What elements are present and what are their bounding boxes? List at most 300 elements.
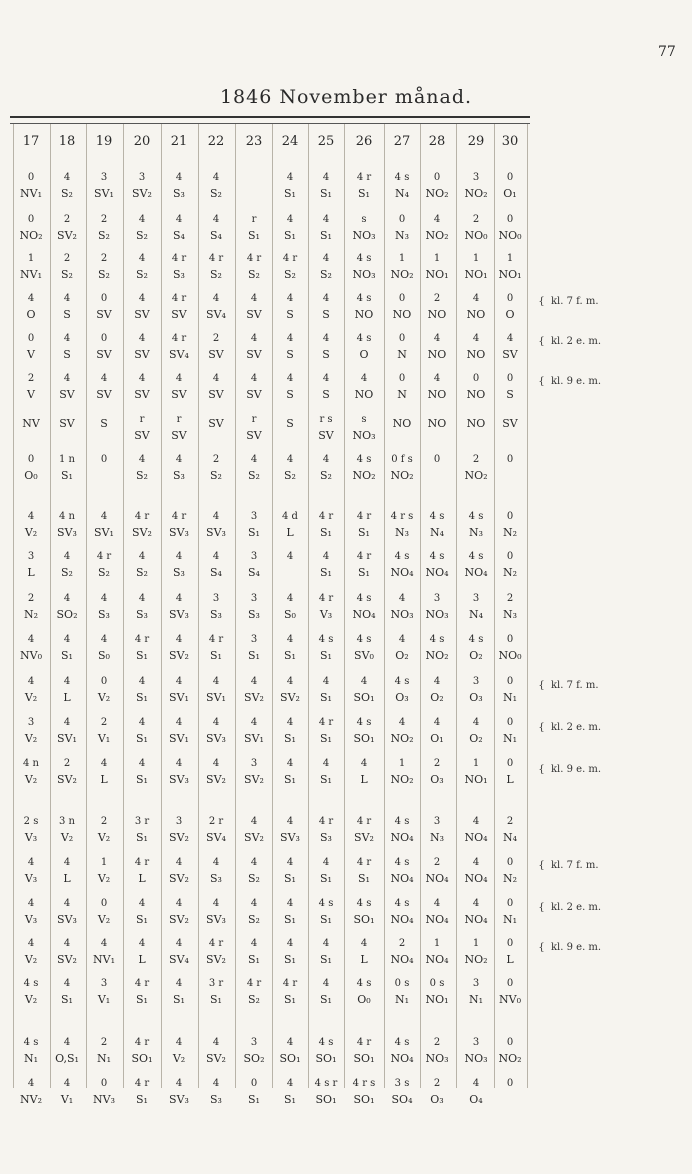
cloud-cover-value: 4 bbox=[398, 634, 406, 645]
wind-direction-value: S bbox=[286, 308, 294, 321]
cloud-cover-value: 4 bbox=[138, 293, 146, 304]
cloud-cover-value: 4 bbox=[175, 1078, 183, 1089]
cloud-cover-value: 4 bbox=[472, 898, 480, 909]
wind-direction-value: NO₄ bbox=[425, 872, 449, 885]
cloud-cover-value: 0 bbox=[27, 214, 35, 225]
cloud-cover-value: 4 bbox=[286, 373, 294, 384]
cloud-cover-value: 4 bbox=[286, 758, 294, 769]
wind-direction-value: S₂ bbox=[284, 268, 296, 281]
cloud-cover-value: 0 bbox=[27, 172, 35, 183]
cloud-cover-value: r bbox=[251, 214, 257, 225]
wind-direction-value: S₁ bbox=[61, 993, 73, 1006]
wind-direction-value: N₁ bbox=[502, 691, 518, 704]
wind-direction-value: SV₃ bbox=[206, 526, 226, 539]
wind-direction-value: S₁ bbox=[136, 993, 148, 1006]
cloud-cover-value: 4 bbox=[27, 676, 35, 687]
cloud-cover-value: 4 s bbox=[356, 253, 372, 264]
cloud-cover-value: 4 bbox=[175, 857, 183, 868]
wind-direction-value: V₂ bbox=[172, 1052, 186, 1065]
cloud-cover-value: 4 bbox=[286, 214, 294, 225]
cloud-cover-value: 2 bbox=[100, 253, 108, 264]
wind-direction-value: N₃ bbox=[502, 608, 518, 621]
wind-direction-value: SV₂ bbox=[169, 872, 189, 885]
cloud-cover-value: 2 bbox=[472, 454, 480, 465]
cloud-cover-value: 4 bbox=[286, 938, 294, 949]
wind-direction-value: S₂ bbox=[98, 566, 110, 579]
wind-direction-value: L bbox=[63, 872, 71, 885]
wind-direction-value: L bbox=[100, 773, 108, 786]
cloud-cover-value: 4 bbox=[63, 293, 71, 304]
wind-direction-value: S₀ bbox=[284, 608, 296, 621]
cloud-cover-value: 4 bbox=[27, 293, 35, 304]
wind-direction-value: S₁ bbox=[320, 953, 332, 966]
wind-direction-value: NV₀ bbox=[499, 993, 521, 1006]
cloud-cover-value: 2 bbox=[63, 214, 71, 225]
wind-direction-value: O₁ bbox=[503, 187, 517, 200]
cloud-cover-value: 0 bbox=[506, 1078, 514, 1089]
wind-direction-value: S₁ bbox=[284, 953, 296, 966]
wind-direction-value: NO bbox=[392, 417, 412, 430]
time-note-label: kl. 7 f. m. bbox=[551, 860, 599, 871]
cloud-cover-value: 4 bbox=[175, 978, 183, 989]
cloud-cover-value: 4 bbox=[175, 898, 183, 909]
wind-direction-value: V₂ bbox=[97, 691, 111, 704]
wind-direction-value: S₀ bbox=[98, 649, 110, 662]
cloud-cover-value: 4 bbox=[138, 938, 146, 949]
cloud-cover-value: 4 s r bbox=[314, 1078, 338, 1089]
wind-direction-value: N₄ bbox=[468, 608, 484, 621]
wind-direction-value: NO₄ bbox=[425, 566, 449, 579]
cloud-cover-value: r s bbox=[319, 414, 333, 425]
cloud-cover-value: 1 bbox=[100, 857, 108, 868]
wind-direction-value: S₂ bbox=[248, 993, 260, 1006]
wind-direction-value: SV bbox=[318, 429, 334, 442]
cloud-cover-value: 4 bbox=[138, 551, 146, 562]
wind-direction-value: S₂ bbox=[61, 187, 73, 200]
wind-direction-value: S₁ bbox=[136, 1093, 148, 1106]
cloud-cover-value: 4 bbox=[138, 758, 146, 769]
wind-direction-value: SV₂ bbox=[132, 526, 152, 539]
observation-cell bbox=[488, 978, 532, 1006]
wind-direction-value: S₁ bbox=[173, 993, 185, 1006]
wind-direction-value: S₁ bbox=[136, 732, 148, 745]
wind-direction-value: NO₂ bbox=[464, 953, 488, 966]
cloud-cover-value: 4 bbox=[250, 717, 258, 728]
wind-direction-value: SV₄ bbox=[169, 348, 189, 361]
cloud-cover-value: 4 bbox=[27, 511, 35, 522]
page-title: 1846 November månad. bbox=[219, 86, 473, 108]
wind-direction-value: NO₀ bbox=[498, 649, 522, 662]
wind-direction-value: N₂ bbox=[502, 566, 518, 579]
cloud-cover-value: 4 r bbox=[134, 1078, 150, 1089]
wind-direction-value: SV₃ bbox=[169, 773, 189, 786]
cloud-cover-value: 4 bbox=[63, 938, 71, 949]
cloud-cover-value: 4 r bbox=[318, 593, 334, 604]
wind-direction-value: N₁ bbox=[394, 993, 410, 1006]
wind-direction-value: NO bbox=[427, 417, 447, 430]
wind-direction-value: N₂ bbox=[23, 608, 39, 621]
wind-direction-value: S₁ bbox=[320, 691, 332, 704]
cloud-cover-value: 4 bbox=[472, 293, 480, 304]
wind-direction-value: SO₁ bbox=[353, 1052, 375, 1065]
wind-direction-value: S₁ bbox=[320, 872, 332, 885]
wind-direction-value: NO bbox=[427, 388, 447, 401]
wind-direction-value: NO₄ bbox=[390, 913, 414, 926]
wind-direction-value: S₁ bbox=[320, 993, 332, 1006]
wind-direction-value: S₃ bbox=[173, 469, 185, 482]
wind-direction-value: S₁ bbox=[210, 649, 222, 662]
wind-direction-value: S₃ bbox=[173, 187, 185, 200]
wind-direction-value: NO₂ bbox=[425, 229, 449, 242]
cloud-cover-value: 4 bbox=[322, 857, 330, 868]
wind-direction-value: O₄ bbox=[469, 1093, 483, 1106]
wind-direction-value: S₁ bbox=[320, 229, 332, 242]
cloud-cover-value: 4 bbox=[27, 857, 35, 868]
cloud-cover-value: 4 bbox=[138, 717, 146, 728]
wind-direction-value: S₁ bbox=[284, 187, 296, 200]
day-header: 26 bbox=[355, 134, 373, 149]
cloud-cover-value: 2 bbox=[100, 717, 108, 728]
brace-mark: { bbox=[538, 376, 545, 387]
cloud-cover-value: 2 bbox=[472, 214, 480, 225]
observation-cell bbox=[488, 938, 532, 966]
cloud-cover-value: 4 bbox=[322, 172, 330, 183]
wind-direction-value: S₂ bbox=[284, 469, 296, 482]
wind-direction-value: NO₄ bbox=[425, 913, 449, 926]
cloud-cover-value: 2 bbox=[63, 758, 71, 769]
time-note bbox=[538, 764, 601, 775]
wind-direction-value: N₃ bbox=[468, 526, 484, 539]
wind-direction-value: SV bbox=[59, 388, 75, 401]
cloud-cover-value: 0 bbox=[398, 214, 406, 225]
wind-direction-value: O₀ bbox=[357, 993, 371, 1006]
wind-direction-value: N₂ bbox=[502, 526, 518, 539]
cloud-cover-value: 1 bbox=[472, 758, 480, 769]
observation-cell bbox=[415, 1078, 459, 1106]
cloud-cover-value: 4 bbox=[100, 758, 108, 769]
wind-direction-value: S₁ bbox=[61, 469, 73, 482]
wind-direction-value: SO₄ bbox=[391, 1093, 413, 1106]
cloud-cover-value: 4 r bbox=[356, 511, 372, 522]
cloud-cover-value: 4 bbox=[175, 758, 183, 769]
cloud-cover-value: 0 bbox=[506, 511, 514, 522]
wind-direction-value: S bbox=[322, 388, 330, 401]
wind-direction-value: SV bbox=[246, 429, 262, 442]
wind-direction-value: N₁ bbox=[23, 1052, 39, 1065]
wind-direction-value: L bbox=[360, 773, 368, 786]
wind-direction-value: NO₁ bbox=[498, 268, 522, 281]
cloud-cover-value: 4 bbox=[175, 717, 183, 728]
wind-direction-value: V₂ bbox=[24, 953, 38, 966]
cloud-cover-value: 2 bbox=[63, 253, 71, 264]
observation-cell bbox=[415, 593, 459, 621]
wind-direction-value: SV bbox=[134, 429, 150, 442]
wind-direction-value: S₂ bbox=[98, 229, 110, 242]
wind-direction-value: S₂ bbox=[98, 268, 110, 281]
cloud-cover-value: 4 s bbox=[318, 1037, 334, 1048]
time-note-label: kl. 2 e. m. bbox=[551, 902, 602, 913]
wind-direction-value: NV₃ bbox=[93, 1093, 115, 1106]
cloud-cover-value: 4 bbox=[322, 676, 330, 687]
cloud-cover-value: 4 r bbox=[356, 172, 372, 183]
cloud-cover-value: 4 r bbox=[356, 1037, 372, 1048]
cloud-cover-value: 4 bbox=[63, 1037, 71, 1048]
cloud-cover-value: 4 s bbox=[429, 551, 445, 562]
wind-direction-value: S₃ bbox=[210, 872, 222, 885]
cloud-cover-value: 0 f s bbox=[391, 454, 413, 465]
wind-direction-value: O₀ bbox=[24, 469, 38, 482]
observation-cell bbox=[415, 857, 459, 885]
cloud-cover-value: 4 bbox=[212, 1078, 220, 1089]
cloud-cover-value: 2 bbox=[100, 1037, 108, 1048]
cloud-cover-value: 4 s bbox=[429, 511, 445, 522]
observation-cell bbox=[488, 898, 532, 926]
cloud-cover-value: 4 bbox=[286, 676, 294, 687]
wind-direction-value: NO₂ bbox=[464, 469, 488, 482]
wind-direction-value: SV₃ bbox=[57, 913, 77, 926]
cloud-cover-value: 4 s bbox=[356, 717, 372, 728]
wind-direction-value: S₁ bbox=[284, 732, 296, 745]
cloud-cover-value: 4 s bbox=[356, 593, 372, 604]
wind-direction-value: S₁ bbox=[248, 649, 260, 662]
cloud-cover-value: 0 bbox=[27, 454, 35, 465]
cloud-cover-value: 0 bbox=[506, 1037, 514, 1048]
observation-cell bbox=[415, 816, 459, 844]
observation-cell bbox=[415, 214, 459, 242]
cloud-cover-value: 4 s bbox=[318, 634, 334, 645]
cloud-cover-value: 4 r bbox=[356, 816, 372, 827]
cloud-cover-value: 2 s bbox=[23, 816, 39, 827]
cloud-cover-value: 4 bbox=[175, 454, 183, 465]
cloud-cover-value: 4 s bbox=[394, 898, 410, 909]
cloud-cover-value: 4 s bbox=[356, 634, 372, 645]
cloud-cover-value: 4 bbox=[175, 373, 183, 384]
time-note bbox=[538, 942, 601, 953]
wind-direction-value: L bbox=[506, 773, 514, 786]
wind-direction-value: V₁ bbox=[97, 993, 111, 1006]
wind-direction-value: S₁ bbox=[284, 913, 296, 926]
cloud-cover-value: 1 bbox=[506, 253, 514, 264]
wind-direction-value: V₂ bbox=[24, 526, 38, 539]
cloud-cover-value: 3 bbox=[27, 717, 35, 728]
cloud-cover-value: 4 s bbox=[468, 634, 484, 645]
wind-direction-value: V₃ bbox=[319, 608, 333, 621]
wind-direction-value: SV₄ bbox=[206, 308, 226, 321]
wind-direction-value: N₁ bbox=[502, 732, 518, 745]
cloud-cover-value: 3 bbox=[433, 593, 441, 604]
wind-direction-value: O₂ bbox=[469, 732, 483, 745]
observation-cell bbox=[488, 1037, 532, 1065]
cloud-cover-value: 4 bbox=[175, 634, 183, 645]
cloud-cover-value: 4 bbox=[63, 717, 71, 728]
wind-direction-value: SV₂ bbox=[57, 953, 77, 966]
wind-direction-value: NO₂ bbox=[464, 187, 488, 200]
day-header: 25 bbox=[317, 134, 335, 149]
wind-direction-value: S bbox=[63, 348, 71, 361]
cloud-cover-value: 3 s bbox=[394, 1078, 410, 1089]
wind-direction-value: SO₁ bbox=[353, 691, 375, 704]
cloud-cover-value: 4 bbox=[286, 454, 294, 465]
cloud-cover-value: 4 s bbox=[356, 978, 372, 989]
wind-direction-value: SV₁ bbox=[94, 526, 114, 539]
wind-direction-value: SO₁ bbox=[131, 1052, 153, 1065]
observation-cell bbox=[488, 293, 532, 321]
wind-direction-value: NO₄ bbox=[464, 872, 488, 885]
cloud-cover-value: 4 bbox=[175, 676, 183, 687]
cloud-cover-value: 4 bbox=[506, 333, 514, 344]
cloud-cover-value: 4 bbox=[322, 454, 330, 465]
cloud-cover-value: 4 bbox=[138, 593, 146, 604]
cloud-cover-value: 3 bbox=[472, 1037, 480, 1048]
cloud-cover-value: 4 bbox=[360, 758, 368, 769]
wind-direction-value: S₃ bbox=[248, 608, 260, 621]
cloud-cover-value: 4 bbox=[250, 857, 258, 868]
cloud-cover-value: 4 bbox=[472, 717, 480, 728]
day-header: 23 bbox=[245, 134, 263, 149]
cloud-cover-value: 4 bbox=[286, 551, 294, 562]
cloud-cover-value: 4 r s bbox=[390, 511, 414, 522]
wind-direction-value: S₁ bbox=[248, 526, 260, 539]
wind-direction-value: S₃ bbox=[210, 1093, 222, 1106]
wind-direction-value: NO₂ bbox=[498, 1052, 522, 1065]
time-note bbox=[538, 336, 601, 347]
observation-cell bbox=[488, 1078, 532, 1094]
cloud-cover-value: 4 bbox=[212, 551, 220, 562]
cloud-cover-value: 4 n bbox=[59, 511, 75, 522]
wind-direction-value: SV₃ bbox=[206, 913, 226, 926]
observation-cell bbox=[488, 634, 532, 662]
wind-direction-value: O bbox=[26, 308, 36, 321]
wind-direction-value: SV bbox=[208, 348, 224, 361]
cloud-cover-value: 3 bbox=[250, 551, 258, 562]
cloud-cover-value: 0 s bbox=[394, 978, 410, 989]
day-header: 28 bbox=[428, 134, 446, 149]
time-note-label: kl. 2 e. m. bbox=[551, 722, 602, 733]
cloud-cover-value: 4 r bbox=[282, 978, 298, 989]
cloud-cover-value: r bbox=[251, 414, 257, 425]
wind-direction-value: L bbox=[286, 526, 294, 539]
wind-direction-value: NV₁ bbox=[20, 268, 42, 281]
cloud-cover-value: 4 bbox=[250, 898, 258, 909]
cloud-cover-value: 4 bbox=[27, 634, 35, 645]
cloud-cover-value: 4 r bbox=[171, 333, 187, 344]
wind-direction-value: SV₄ bbox=[169, 953, 189, 966]
cloud-cover-value: 4 s bbox=[356, 333, 372, 344]
cloud-cover-value: 2 bbox=[433, 1078, 441, 1089]
cloud-cover-value: 4 s bbox=[468, 551, 484, 562]
wind-direction-value: S₂ bbox=[320, 469, 332, 482]
cloud-cover-value: 4 n bbox=[23, 758, 39, 769]
cloud-cover-value: 4 bbox=[286, 717, 294, 728]
cloud-cover-value: 2 bbox=[506, 593, 514, 604]
cloud-cover-value: 0 bbox=[506, 857, 514, 868]
cloud-cover-value: 0 bbox=[100, 293, 108, 304]
wind-direction-value: N bbox=[397, 388, 407, 401]
wind-direction-value: S₃ bbox=[98, 608, 110, 621]
cloud-cover-value: 2 bbox=[506, 816, 514, 827]
wind-direction-value: NO₁ bbox=[464, 268, 488, 281]
cloud-cover-value: 4 bbox=[250, 373, 258, 384]
wind-direction-value: S₁ bbox=[136, 831, 148, 844]
cloud-cover-value: 0 bbox=[27, 333, 35, 344]
wind-direction-value: V₁ bbox=[60, 1093, 74, 1106]
wind-direction-value: S₂ bbox=[136, 566, 148, 579]
day-header: 27 bbox=[393, 134, 411, 149]
cloud-cover-value: 4 bbox=[212, 676, 220, 687]
wind-direction-value: NO₂ bbox=[390, 268, 414, 281]
brace-mark: { bbox=[538, 860, 545, 871]
cloud-cover-value: 4 bbox=[27, 1078, 35, 1089]
cloud-cover-value: 0 bbox=[506, 758, 514, 769]
cloud-cover-value: 0 bbox=[506, 938, 514, 949]
cloud-cover-value: 4 bbox=[212, 717, 220, 728]
wind-direction-value: V bbox=[27, 348, 35, 361]
cloud-cover-value: 4 r bbox=[208, 253, 224, 264]
day-header: 24 bbox=[281, 134, 299, 149]
wind-direction-value: S₃ bbox=[320, 831, 332, 844]
wind-direction-value: NO bbox=[466, 308, 486, 321]
wind-direction-value: S bbox=[63, 308, 71, 321]
cloud-cover-value: 4 bbox=[322, 253, 330, 264]
cloud-cover-value: 4 r bbox=[282, 253, 298, 264]
observation-cell bbox=[488, 454, 532, 470]
cloud-cover-value: 3 bbox=[250, 593, 258, 604]
cloud-cover-value: 1 bbox=[433, 253, 441, 264]
wind-direction-value: O₃ bbox=[469, 691, 483, 704]
observation-cell bbox=[488, 214, 532, 242]
wind-direction-value: S₃ bbox=[136, 608, 148, 621]
wind-direction-value: N₃ bbox=[394, 526, 410, 539]
time-note-label: kl. 9 e. m. bbox=[551, 942, 602, 953]
cloud-cover-value: 3 n bbox=[59, 816, 75, 827]
cloud-cover-value: 1 n bbox=[59, 454, 75, 465]
wind-direction-value: S₁ bbox=[248, 1093, 260, 1106]
observation-cell bbox=[488, 511, 532, 539]
wind-direction-value: NO₄ bbox=[464, 566, 488, 579]
cloud-cover-value: 4 bbox=[433, 717, 441, 728]
wind-direction-value: O₂ bbox=[469, 649, 483, 662]
time-note-label: kl. 9 e. m. bbox=[551, 764, 602, 775]
wind-direction-value: NO₃ bbox=[352, 429, 376, 442]
cloud-cover-value: 4 r bbox=[171, 253, 187, 264]
cloud-cover-value: 4 bbox=[138, 333, 146, 344]
cloud-cover-value: 0 bbox=[433, 172, 441, 183]
cloud-cover-value: 4 r bbox=[171, 293, 187, 304]
wind-direction-value: V₂ bbox=[24, 773, 38, 786]
wind-direction-value: S₁ bbox=[248, 229, 260, 242]
wind-direction-value: S bbox=[100, 417, 108, 430]
cloud-cover-value: 0 bbox=[506, 172, 514, 183]
brace-mark: { bbox=[538, 296, 545, 307]
cloud-cover-value: 4 bbox=[322, 373, 330, 384]
cloud-cover-value: 4 s bbox=[394, 551, 410, 562]
cloud-cover-value: 0 bbox=[506, 373, 514, 384]
time-note bbox=[538, 902, 601, 913]
wind-direction-value: NO bbox=[427, 348, 447, 361]
cloud-cover-value: 4 bbox=[212, 293, 220, 304]
cloud-cover-value: 4 bbox=[250, 293, 258, 304]
cloud-cover-value: 4 bbox=[100, 634, 108, 645]
wind-direction-value: SV bbox=[171, 308, 187, 321]
wind-direction-value: SV₂ bbox=[169, 649, 189, 662]
wind-direction-value: NO₄ bbox=[464, 913, 488, 926]
wind-direction-value: NO bbox=[392, 308, 412, 321]
cloud-cover-value: 0 bbox=[100, 898, 108, 909]
wind-direction-value: L bbox=[506, 953, 514, 966]
wind-direction-value: NO₂ bbox=[425, 187, 449, 200]
cloud-cover-value: 4 bbox=[138, 373, 146, 384]
cloud-cover-value: 3 bbox=[100, 978, 108, 989]
